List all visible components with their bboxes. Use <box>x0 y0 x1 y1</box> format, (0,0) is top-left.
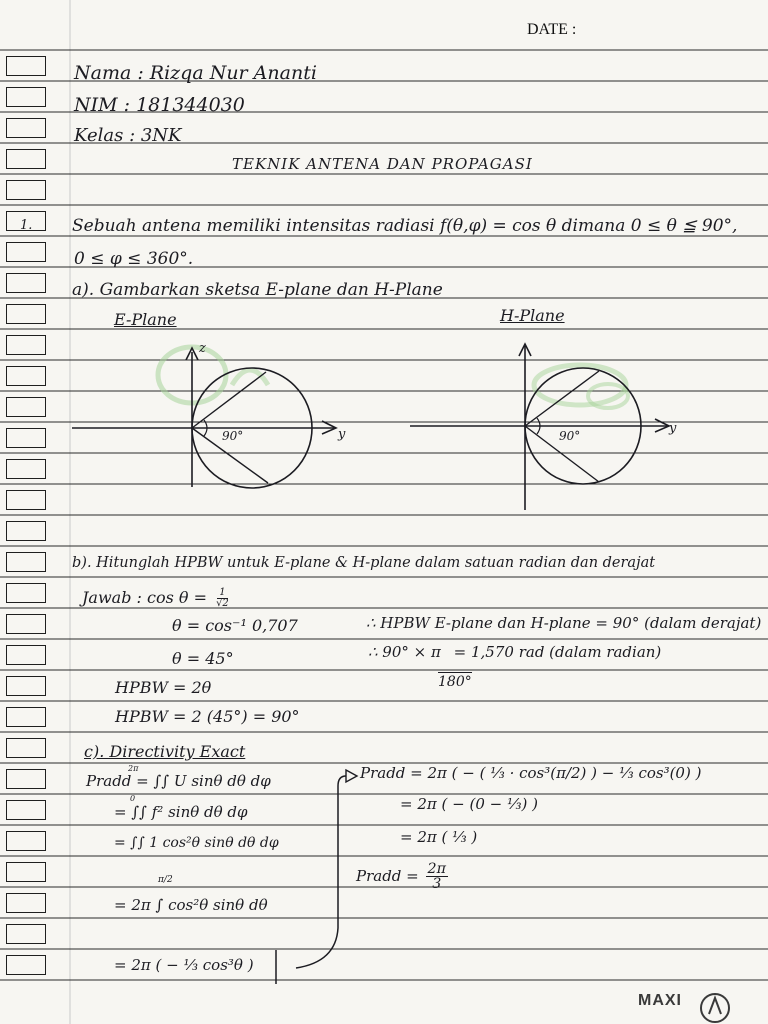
conclusion-radian-denominator: 180° <box>438 674 472 690</box>
nim-line: NIM : 181344030 <box>74 94 245 116</box>
e-plane-angle-label: 90° <box>222 429 244 443</box>
problem-statement-2: 0 ≤ φ ≤ 360°. <box>74 249 194 269</box>
e-plane-y-label: y <box>338 427 346 442</box>
conclusion-radian-suffix: = 1,570 rad (dalam radian) <box>453 643 662 661</box>
page-title: TEKNIK ANTENA DAN PROPAGASI <box>232 155 533 173</box>
brand-logo: MAXI <box>638 992 682 1009</box>
prad-line-4: = 2π ∫ cos²θ sinθ dθ <box>114 896 268 914</box>
date-label: DATE : <box>527 21 577 38</box>
result-line-4-prefix: Pradd = <box>356 866 419 885</box>
denominator: √2 <box>216 597 229 609</box>
prad-line-4-limit: π/2 <box>158 875 173 885</box>
numerator: 1 <box>219 587 226 598</box>
conclusion-degree: ∴ HPBW E-plane dan H-plane = 90° (dalam derajat) <box>366 614 762 632</box>
hpbw-line-2: HPBW = 2 (45°) = 90° <box>115 707 300 726</box>
part-a-heading: a). Gambarkan sketsa E-plane dan H-Plane <box>72 280 443 300</box>
hpbw-line-1: HPBW = 2θ <box>115 678 212 697</box>
prad-line-3: = ∫∫ 1 cos²θ sinθ dθ dφ <box>114 835 279 851</box>
denominator: 3 <box>432 876 442 893</box>
h-plane-y-label: y <box>669 421 677 436</box>
result-line-3: = 2π ( ⅓ ) <box>400 828 478 846</box>
emblem-mark <box>709 998 721 1014</box>
h-plane-angle-label: 90° <box>559 429 581 443</box>
numerator: 2π <box>427 861 446 877</box>
name-line: Nama : Rizqa Nur Ananti <box>74 62 317 84</box>
kelas-line: Kelas : 3NK <box>74 125 182 146</box>
jawab-prefix: Jawab : cos θ = <box>82 587 208 607</box>
e-plane-label: E-Plane <box>114 310 177 329</box>
problem-statement-1: Sebuah antena memiliki intensitas radiasi f(θ,φ) = cos θ dimana 0 ≤ θ ≦ 90°, <box>72 216 738 236</box>
part-c-heading: c). Directivity Exact <box>84 742 246 761</box>
theta-line-2: θ = 45° <box>172 649 234 668</box>
prad-line-5: = 2π ( − ⅓ cos³θ ) <box>114 956 254 974</box>
e-plane-z-label: z <box>199 341 206 356</box>
problem-number: 1. <box>20 218 33 233</box>
prad-limit-upper: 2π <box>128 764 139 773</box>
prad-line-1: Pradd = ∫∫ U sinθ dθ dφ <box>86 772 271 790</box>
result-line-1: Pradd = 2π ( − ( ⅓ · cos³(π/2) ) − ⅓ cos³(0) ) <box>360 764 702 782</box>
h-plane-label: H-Plane <box>500 306 565 325</box>
prad-limit-lower: 0 <box>130 794 136 803</box>
prad-line-2: = ∫∫ f² sinθ dθ dφ <box>114 803 248 821</box>
part-b-heading: b). Hitunglah HPBW untuk E-plane & H-plane dalam satuan radian dan derajat <box>72 555 656 571</box>
theta-line-1: θ = cos⁻¹ 0,707 <box>172 616 298 635</box>
conclusion-radian-prefix: ∴ 90° × π <box>368 643 441 661</box>
result-line-2: = 2π ( − (0 − ⅓) ) <box>400 795 538 813</box>
